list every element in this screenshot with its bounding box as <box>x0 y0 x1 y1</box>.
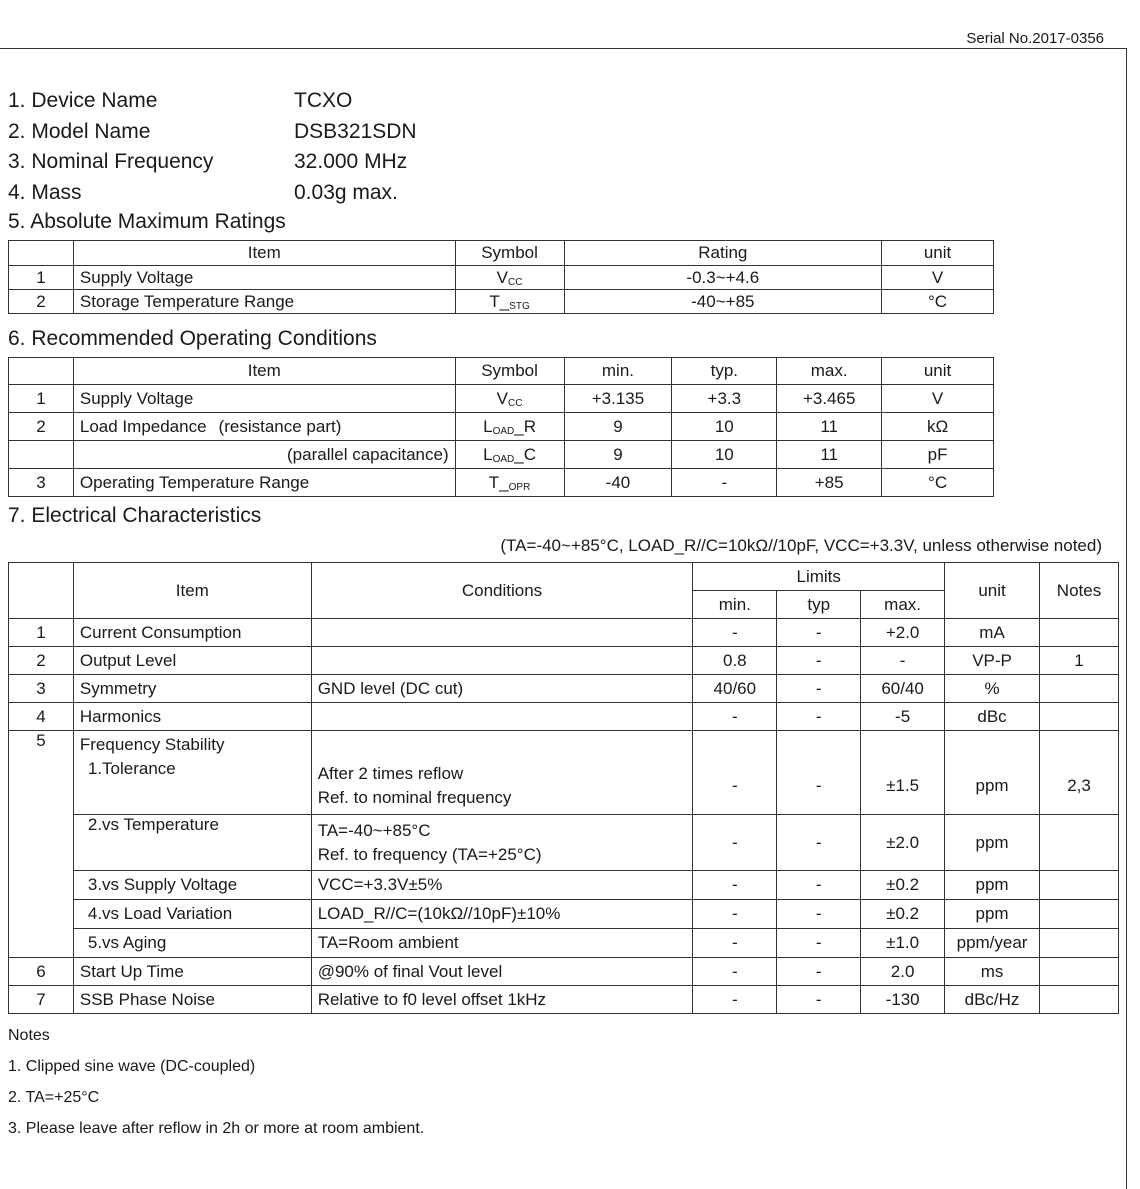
unit-cell: % <box>945 675 1040 703</box>
notes-title: Notes <box>8 1027 50 1044</box>
typ-cell: - <box>777 986 861 1014</box>
conditions-cell: Relative to f0 level offset 1kHz <box>311 986 693 1014</box>
symbol-cell <box>455 413 564 441</box>
row-number: 1 <box>9 385 74 413</box>
spec-list <box>8 86 417 208</box>
empty-cell <box>1040 731 1119 759</box>
unit-cell: ms <box>945 958 1040 986</box>
empty-cell <box>777 731 861 759</box>
min-cell: - <box>693 929 777 958</box>
item-main: Supply Voltage <box>79 388 194 408</box>
min-cell: - <box>693 900 777 929</box>
spec-label: 1. Device Name <box>8 89 158 112</box>
table-row <box>9 469 994 497</box>
typ-cell: - <box>777 815 861 871</box>
item-cell <box>73 385 455 413</box>
table-row <box>9 266 994 290</box>
t5-header-unit: unit <box>882 241 994 266</box>
max-cell: 2.0 <box>861 958 945 986</box>
table-row <box>9 619 1119 647</box>
typ-cell: - <box>777 675 861 703</box>
t6-header-item: Item <box>73 358 455 385</box>
electrical-characteristics-table <box>8 562 1119 1014</box>
notes-cell <box>1040 958 1119 986</box>
item-cell <box>73 441 455 469</box>
unit-cell: ppm/year <box>945 929 1040 958</box>
max-cell: -5 <box>861 703 945 731</box>
table-row <box>9 958 1119 986</box>
max-cell: +85 <box>777 469 882 497</box>
table-row <box>9 413 994 441</box>
conditions-cell <box>311 871 693 900</box>
table-row <box>9 986 1119 1014</box>
condition-line-1: LOAD_R//C=(10kΩ//10pF)±10% <box>317 904 561 923</box>
absolute-max-ratings-table <box>8 240 994 314</box>
min-cell: -40 <box>564 469 672 497</box>
notes-cell <box>1040 871 1119 900</box>
row-number: 2 <box>9 647 74 675</box>
rating-cell: -40~+85 <box>564 290 882 314</box>
typ-cell: - <box>777 619 861 647</box>
t6-header-typ: typ. <box>672 358 777 385</box>
conditions-cell <box>311 619 693 647</box>
condition-line-1: After 2 times reflow <box>317 764 464 784</box>
conditions-cell: @90% of final Vout level <box>311 958 693 986</box>
stability-item: 3.vs Supply Voltage <box>73 871 311 900</box>
item-sub: (parallel capacitance) <box>287 444 449 464</box>
max-cell: 11 <box>777 413 882 441</box>
symbol-subscript: OPR <box>508 481 531 493</box>
spec-value: 0.03g max. <box>294 180 398 204</box>
notes-section <box>8 1020 424 1144</box>
item-cell <box>73 413 455 441</box>
table-row <box>9 290 994 314</box>
row-number: 2 <box>9 290 74 314</box>
notes-cell <box>1040 619 1119 647</box>
min-cell: 9 <box>564 441 672 469</box>
symbol-subscript: OAD <box>492 453 515 465</box>
row-number: 3 <box>9 469 74 497</box>
unit-cell: dBc/Hz <box>945 986 1040 1014</box>
typ-cell: - <box>777 900 861 929</box>
stability-row <box>9 929 1119 958</box>
table-row <box>9 647 1119 675</box>
t7-header-typ: typ <box>777 591 861 619</box>
t7-header-item: Item <box>73 563 311 619</box>
condition-line-2: Ref. to frequency (TA=+25°C) <box>317 844 542 864</box>
t5-header-symbol: Symbol <box>455 241 564 266</box>
symbol-cell <box>455 469 564 497</box>
item-cell: Start Up Time <box>73 958 311 986</box>
item-cell: Symmetry <box>73 675 311 703</box>
min-cell: - <box>693 986 777 1014</box>
t5-header-rating: Rating <box>564 241 882 266</box>
table-row <box>9 385 994 413</box>
section7-title: 7. Electrical Characteristics <box>8 504 262 527</box>
symbol-main: T_ <box>488 472 509 492</box>
stability-title: Frequency Stability <box>73 731 311 759</box>
notes-cell <box>1040 703 1119 731</box>
max-cell: +3.465 <box>777 385 882 413</box>
item-cell: Harmonics <box>73 703 311 731</box>
spec-row <box>8 86 417 117</box>
symbol-main: L <box>483 444 493 464</box>
typ-cell: - <box>672 469 777 497</box>
notes-cell <box>1040 929 1119 958</box>
max-cell: -130 <box>861 986 945 1014</box>
conditions-cell <box>311 759 693 815</box>
table-row <box>9 703 1119 731</box>
notes-cell: 1 <box>1040 647 1119 675</box>
t6-header-min: min. <box>564 358 672 385</box>
symbol-main: V <box>496 388 508 408</box>
spec-value: DSB321SDN <box>294 119 417 143</box>
conditions-cell <box>311 929 693 958</box>
empty-cell <box>693 731 777 759</box>
row-number: 4 <box>9 703 74 731</box>
rating-cell: -0.3~+4.6 <box>564 266 882 290</box>
unit-cell: VP-P <box>945 647 1040 675</box>
t7-header-max: max. <box>861 591 945 619</box>
max-cell: ±0.2 <box>861 900 945 929</box>
min-cell: - <box>693 759 777 815</box>
row-number <box>9 441 74 469</box>
symbol-cell <box>455 441 564 469</box>
row-number: 1 <box>9 266 74 290</box>
t7-header-unit: unit <box>945 563 1040 619</box>
notes-cell <box>1040 815 1119 871</box>
typ-cell: - <box>777 929 861 958</box>
min-cell: - <box>693 871 777 900</box>
item-main: Operating Temperature Range <box>79 472 310 492</box>
max-cell: ±1.5 <box>861 759 945 815</box>
unit-cell: pF <box>882 441 994 469</box>
symbol-main: T_ <box>489 291 510 311</box>
min-cell: - <box>693 958 777 986</box>
serial-number: Serial No.2017-0356 <box>966 30 1104 47</box>
symbol-subscript: CC <box>508 276 523 288</box>
typ-cell: - <box>777 703 861 731</box>
empty-cell <box>311 731 693 759</box>
unit-cell: mA <box>945 619 1040 647</box>
conditions-cell <box>311 815 693 871</box>
item-cell: Supply Voltage <box>73 266 455 290</box>
conditions-cell <box>311 703 693 731</box>
notes-cell: 2,3 <box>1040 759 1119 815</box>
typ-cell: - <box>777 759 861 815</box>
notes-cell <box>1040 900 1119 929</box>
item-cell <box>73 469 455 497</box>
min-cell: - <box>693 703 777 731</box>
unit-cell: kΩ <box>882 413 994 441</box>
spec-value: 32.000 MHz <box>294 150 408 173</box>
t5-header-no <box>9 241 74 266</box>
min-cell: 9 <box>564 413 672 441</box>
symbol-subscript: STG <box>509 300 530 312</box>
unit-cell: °C <box>882 290 994 314</box>
stability-item: 4.vs Load Variation <box>73 900 311 929</box>
max-cell: +2.0 <box>861 619 945 647</box>
symbol-main: L <box>483 416 493 436</box>
max-cell: - <box>861 647 945 675</box>
item-sub: (resistance part) <box>218 416 342 436</box>
row-number: 7 <box>9 986 74 1014</box>
note-2: 2. TA=+25°C <box>8 1089 100 1106</box>
typ-cell: 10 <box>672 441 777 469</box>
unit-cell: V <box>882 266 994 290</box>
spec-row <box>8 117 417 148</box>
table-row <box>9 441 994 469</box>
item-cell: Output Level <box>73 647 311 675</box>
symbol-suffix: _C <box>514 444 536 464</box>
item-cell: SSB Phase Noise <box>73 986 311 1014</box>
row-number: 2 <box>9 413 74 441</box>
item-cell: Storage Temperature Range <box>73 290 455 314</box>
unit-cell: dBc <box>945 703 1040 731</box>
unit-cell: ppm <box>945 815 1040 871</box>
item-main: Load Impedance <box>79 416 207 436</box>
spec-label: 3. Nominal Frequency <box>8 150 214 173</box>
conditions-cell <box>311 647 693 675</box>
typ-cell: 10 <box>672 413 777 441</box>
notes-cell <box>1040 675 1119 703</box>
spec-label: 2. Model Name <box>8 119 151 143</box>
t7-header-min: min. <box>693 591 777 619</box>
t6-header-symbol: Symbol <box>455 358 564 385</box>
row-number: 5 <box>9 731 74 958</box>
stability-item: 2.vs Temperature <box>73 815 311 871</box>
symbol-suffix: _R <box>514 416 536 436</box>
condition-line-1: VCC=+3.3V±5% <box>317 875 443 894</box>
stability-row <box>9 900 1119 929</box>
t7-header-limits: Limits <box>693 563 945 591</box>
min-cell: 0.8 <box>693 647 777 675</box>
stability-row <box>9 815 1119 871</box>
typ-cell: - <box>777 647 861 675</box>
stability-item: 5.vs Aging <box>73 929 311 958</box>
note-3: 3. Please leave after reflow in 2h or more at room ambient. <box>8 1120 425 1137</box>
t6-header-max: max. <box>777 358 882 385</box>
section6-title: 6. Recommended Operating Conditions <box>8 327 377 350</box>
unit-cell: V <box>882 385 994 413</box>
typ-cell: +3.3 <box>672 385 777 413</box>
symbol-cell <box>455 290 564 314</box>
stability-row <box>9 871 1119 900</box>
t6-header-no <box>9 358 74 385</box>
stability-title-row <box>9 731 1119 759</box>
max-cell: 60/40 <box>861 675 945 703</box>
condition-line-1: TA=-40~+85°C <box>317 820 431 840</box>
symbol-subscript: OAD <box>492 425 515 437</box>
note-1: 1. Clipped sine wave (DC-coupled) <box>8 1058 256 1075</box>
row-number: 6 <box>9 958 74 986</box>
symbol-cell <box>455 266 564 290</box>
min-cell: - <box>693 815 777 871</box>
max-cell: ±1.0 <box>861 929 945 958</box>
row-number: 1 <box>9 619 74 647</box>
notes-cell <box>1040 986 1119 1014</box>
t7-header-notes: Notes <box>1040 563 1119 619</box>
min-cell: 40/60 <box>693 675 777 703</box>
section5-title: 5. Absolute Maximum Ratings <box>8 210 286 233</box>
unit-cell: ppm <box>945 759 1040 815</box>
max-cell: 11 <box>777 441 882 469</box>
unit-cell: ppm <box>945 900 1040 929</box>
condition-line-2: Ref. to nominal frequency <box>317 788 512 808</box>
max-cell: ±0.2 <box>861 871 945 900</box>
min-cell: +3.135 <box>564 385 672 413</box>
spec-row <box>8 178 417 209</box>
unit-cell: °C <box>882 469 994 497</box>
stability-item: 1.Tolerance <box>73 759 311 815</box>
t7-header-conditions: Conditions <box>311 563 693 619</box>
test-conditions-note: (TA=-40~+85°C, LOAD_R//C=10kΩ//10pF, VCC=+3.3V, unless otherwise noted) <box>500 536 1102 555</box>
t5-header-item: Item <box>73 241 455 266</box>
t7-header-no <box>9 563 74 619</box>
conditions-cell: GND level (DC cut) <box>311 675 693 703</box>
symbol-main: V <box>496 267 509 287</box>
t6-header-unit: unit <box>882 358 994 385</box>
condition-line-1: TA=Room ambient <box>317 933 459 952</box>
row-number: 3 <box>9 675 74 703</box>
typ-cell: - <box>777 871 861 900</box>
recommended-operating-conditions-table <box>8 357 994 497</box>
empty-cell <box>861 731 945 759</box>
symbol-subscript: CC <box>508 397 523 409</box>
unit-cell: ppm <box>945 871 1040 900</box>
typ-cell: - <box>777 958 861 986</box>
stability-row <box>9 759 1119 815</box>
item-cell: Current Consumption <box>73 619 311 647</box>
max-cell: ±2.0 <box>861 815 945 871</box>
symbol-cell <box>455 385 564 413</box>
spec-row <box>8 147 417 178</box>
conditions-cell <box>311 900 693 929</box>
min-cell: - <box>693 619 777 647</box>
table-row <box>9 675 1119 703</box>
spec-label: 4. Mass <box>8 180 82 204</box>
spec-value: TCXO <box>294 89 353 112</box>
empty-cell <box>945 731 1040 759</box>
